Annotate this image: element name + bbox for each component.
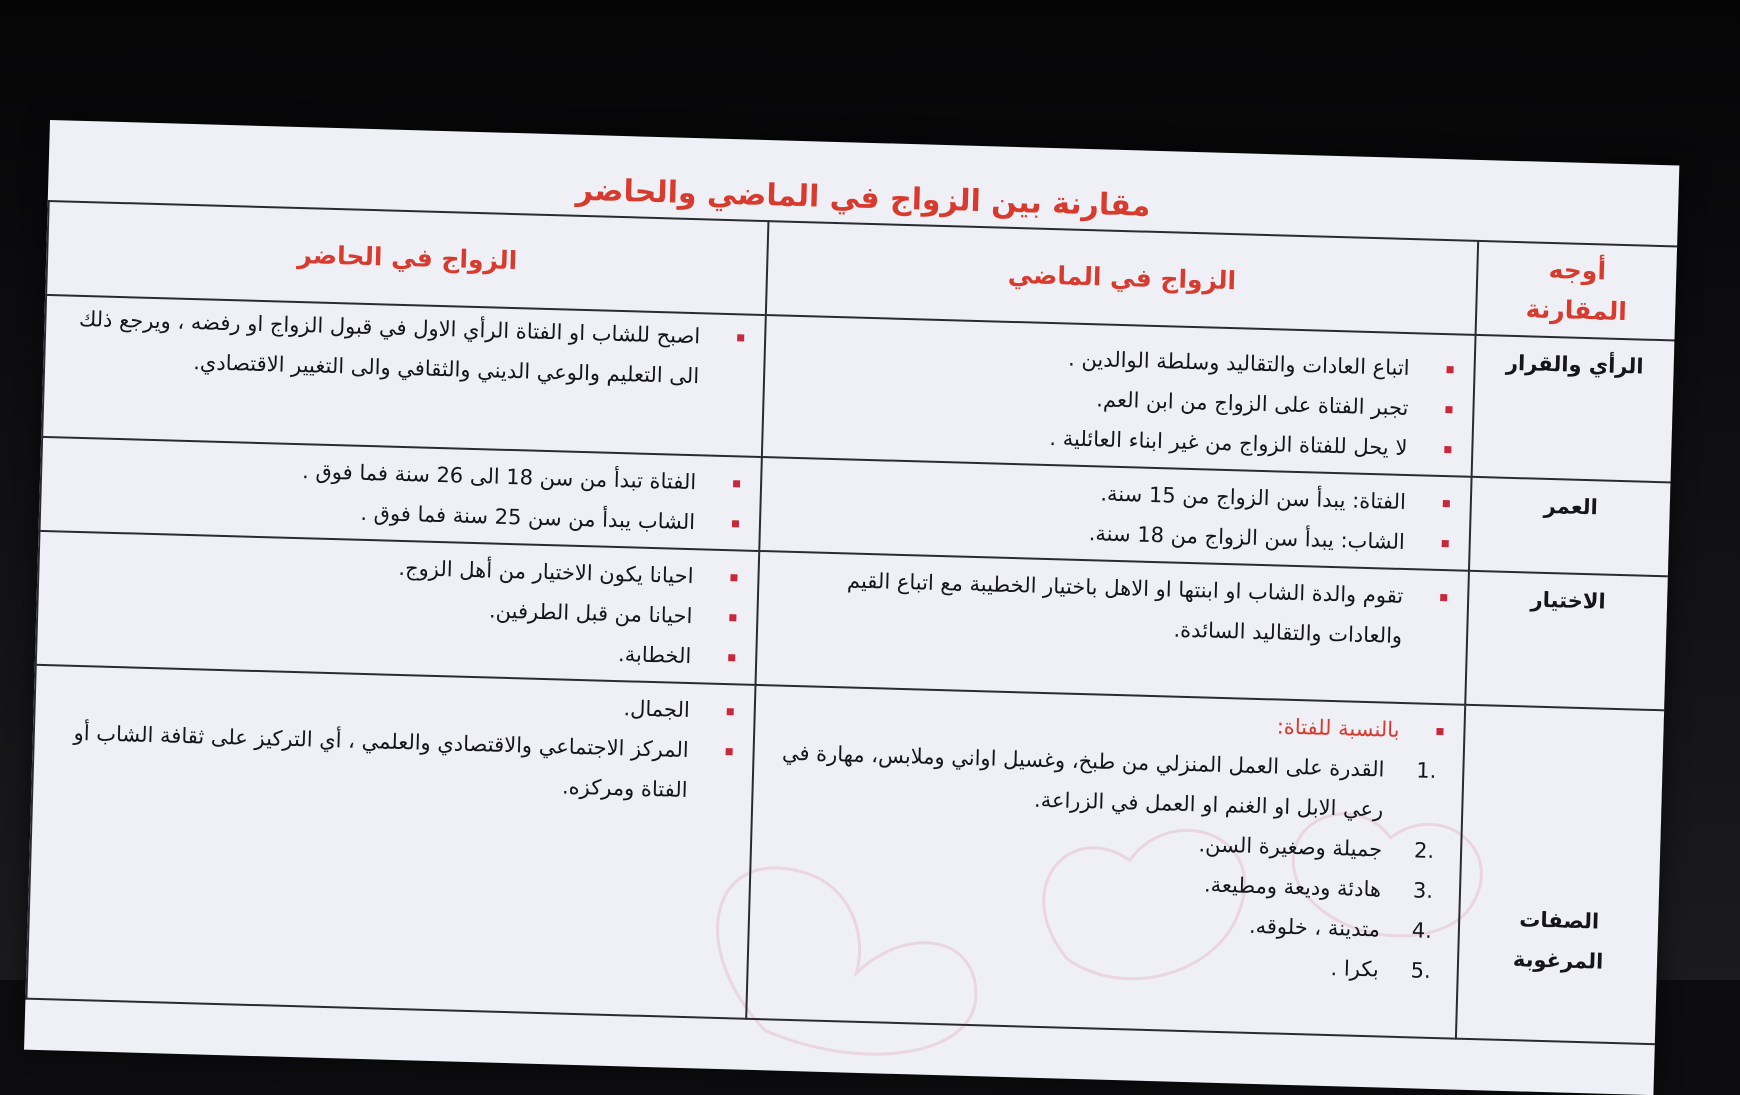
slide-title: مقارنة بين الزواج في الماضي والحاضر [575,172,1151,224]
list-item: الشاب: يبدأ سن الزواج من 18 سنة. [778,505,1451,564]
item-number: 1. [1415,758,1437,783]
header-past: الزواج في الماضي [766,221,1478,335]
item-text: القدرة على العمل المنزلي من طبخ، وغسيل اواني وملابس، مهارة في رعي الابل او الغنم او العمل في الزراعة. [781,740,1385,822]
table-row [26,665,1665,1044]
list-item: الشاب يبدأ من سن 25 سنة فما فوق . [59,484,742,543]
present-cell [42,295,766,457]
list-item: المركز الاجتماعي والاقتصادي والعلمي ، أي التركيز على ثقافة الشاب أو الفتاة ومركزه. [51,712,735,811]
list-item: تجبر الفتاة على الزواج من ابن العم. [782,371,1455,430]
list-item: تقوم والدة الشاب او ابنتها او الاهل باختيار الخطيبة مع اتباع القيم والعادات والتقاليد السائدة. [776,558,1450,657]
header-aspect: أوجه المقارنة [1476,241,1679,341]
item-text: هادئة وديعة ومطيعة. [1203,872,1382,902]
header-present: الزواج في الحاضر [46,201,768,315]
item-number: 5. [1410,958,1432,983]
aspect-cell: الاختيار [1465,571,1669,711]
item-number: 3. [1412,878,1434,903]
list-item: لا يحل للفتاة الزواج من غير ابناء العائلية . [781,411,1454,470]
comparison-table [25,200,1679,1045]
present-cell [36,531,759,685]
list-item: اصبح للشاب او الفتاة الرأي الاول في قبول الزواج او رفضه ، ويرجع ذلك الى التعليم والوعي الديني والثقافي والى التغيير الاقتصادي. [63,298,747,397]
aspect-cell: الصفات المرغوبة [1456,705,1665,1044]
item-number: 2. [1413,838,1435,863]
list-item: الجمال. [53,672,736,731]
list-item: احيانا من قبل الطرفين. [56,578,739,637]
past-cell [756,551,1469,705]
item-text: بكرا . [1330,956,1380,982]
item-number: 4. [1411,918,1433,943]
list-item: الفتاة: يبدأ سن الزواج من 15 سنة. [780,465,1453,524]
past-cell [746,685,1465,1039]
slide-screen [24,120,1679,1095]
list-item: الفتاة تبدأ من سن 18 الى 26 سنة فما فوق . [60,444,743,503]
list-item: الخطابة. [55,618,738,677]
list-item: اتباع العادات والتقاليد وسلطة الوالدين . [783,331,1456,390]
aspect-cell: الرأي والقرار [1472,335,1676,483]
aspect-cell: العمر [1469,477,1672,577]
list-item: احيانا يكون الاختيار من أهل الزوج. [57,538,740,597]
item-text: متدينة ، خلوقه. [1248,913,1381,942]
present-cell [26,665,755,1019]
past-cell [762,315,1476,477]
list-heading: بالنسبة للفتاة: [773,692,1446,751]
item-text: جميلة وصغيرة السن. [1198,832,1383,862]
